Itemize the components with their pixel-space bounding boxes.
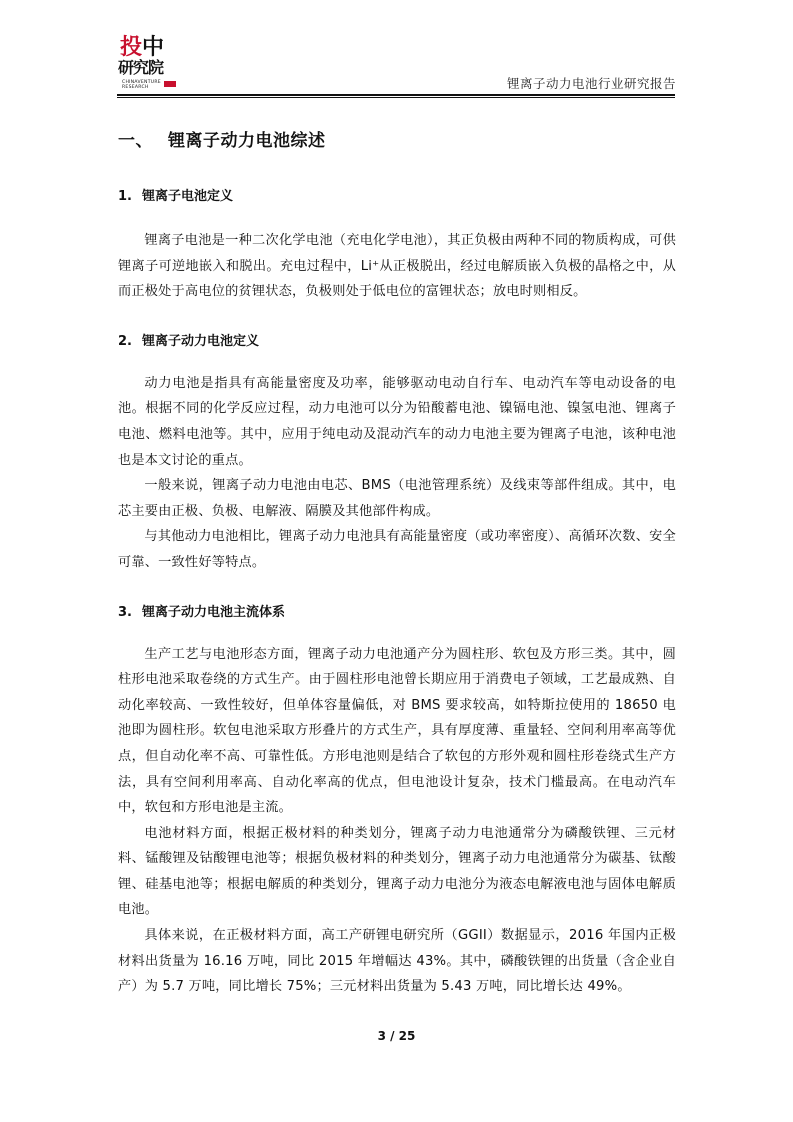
logo-chars-yanjiuyuan: 研究院 [118,58,164,77]
logo-english: CHINAVENTURE RESEARCH [122,80,161,90]
section-title: 锂离子动力电池综述 [168,131,326,151]
header-rule [117,94,675,96]
paragraph: 锂离子电池是一种二次化学电池（充电化学电池），其正负极由两种不同的物质构成，可供锂离子可逆地嵌入和脱出。充电过程中，Li⁺从正极脱出，经过电解质嵌入负极的晶格之中，从而正极处于高电位的贫锂状态，负极则处于低电位的富锂状态；放电时则相反。 [118,233,676,300]
document-body [118,128,676,1000]
logo-red-bar [164,81,176,87]
subsection-heading-3 [118,604,676,622]
subsection-body-2 [118,371,676,576]
paragraph: 电池材料方面，根据正极材料的种类划分，锂离子动力电池通常分为磷酸铁锂、三元材料、锰酸锂及钴酸锂电池等；根据负极材料的种类划分，锂离子动力电池通常分为碳基、钛酸锂、硅基电池等；根据电解质的种类划分，锂离子动力电池分为液态电解液电池与固体电解质电池。 [118,825,676,918]
logo [118,36,180,94]
logo-char-tou: 投 [120,34,143,60]
paragraph: 生产工艺与电池形态方面，锂离子动力电池通产分为圆柱形、软包及方形三类。其中，圆柱形电池采取卷绕的方式生产。由于圆柱形电池曾长期应用于消费电子领域，工艺最成熟、自动化率较高、一致性较好，但单体容量偏低，对 BMS 要求较高，如特斯拉使用的 18650 电池即为圆柱形。软包电池采取方形叠片的方式生产，具有厚度薄、重量轻、空间利用率高等优点，但自动化率不高、可靠性低。方形电池则是结合了软包的方形外观和圆柱形卷绕式生产方法，具有空间利用率高、自动化率高的优点，但电池设计复杂，技术门槛最高。在电动汽车中，软包和方形电池是主流。 [118,646,676,816]
section-heading [118,128,676,154]
subsection-title: 锂离子动力电池定义 [142,333,260,349]
subsection-heading-2 [118,333,676,351]
subsection-heading-1 [118,188,676,206]
subsection-title: 锂离子电池定义 [142,189,234,204]
header-title: 锂离子动力电池行业研究报告 [506,76,676,91]
page-number: 3 / 25 [377,1029,416,1043]
subsection-number: 3. [118,604,132,620]
header-rule-thin [117,97,675,98]
paragraph: 与其他动力电池相比，锂离子动力电池具有高能量密度（或功率密度）、高循环次数、安全可靠、一致性好等特点。 [118,529,676,570]
subsection-body-3 [118,642,676,1000]
section-number: 一、 [118,131,153,151]
subsection-number: 2. [118,333,132,349]
paragraph: 具体来说，在正极材料方面，高工产研锂电研究所（GGII）数据显示，2016 年国内正极材料出货量为 16.16 万吨，同比 2015 年增幅达 43%。其中，磷酸铁锂的出货量（含企业自产）为 5.7 万吨，同比增长 75%；三元材料出货量为 5.43 万吨，同比增长达 49%。 [118,928,676,995]
logo-char-zhong: 中 [142,34,165,60]
paragraph: 动力电池是指具有高能量密度及功率，能够驱动电动自行车、电动汽车等电动设备的电池。根据不同的化学反应过程，动力电池可以分为铅酸蓄电池、镍镉电池、镍氢电池、锂离子电池、燃料电池等。其中，应用于纯电动及混动汽车的动力电池主要为锂离子电池，该种电池也是本文讨论的重点。 [118,375,676,468]
subsection-number: 1. [118,189,132,204]
paragraph: 一般来说，锂离子动力电池由电芯、BMS（电池管理系统）及线束等部件组成。其中，电芯主要由正极、负极、电解液、隔膜及其他部件构成。 [118,478,676,519]
subsection-body-1 [118,228,676,305]
subsection-title: 锂离子动力电池主流体系 [142,604,286,620]
